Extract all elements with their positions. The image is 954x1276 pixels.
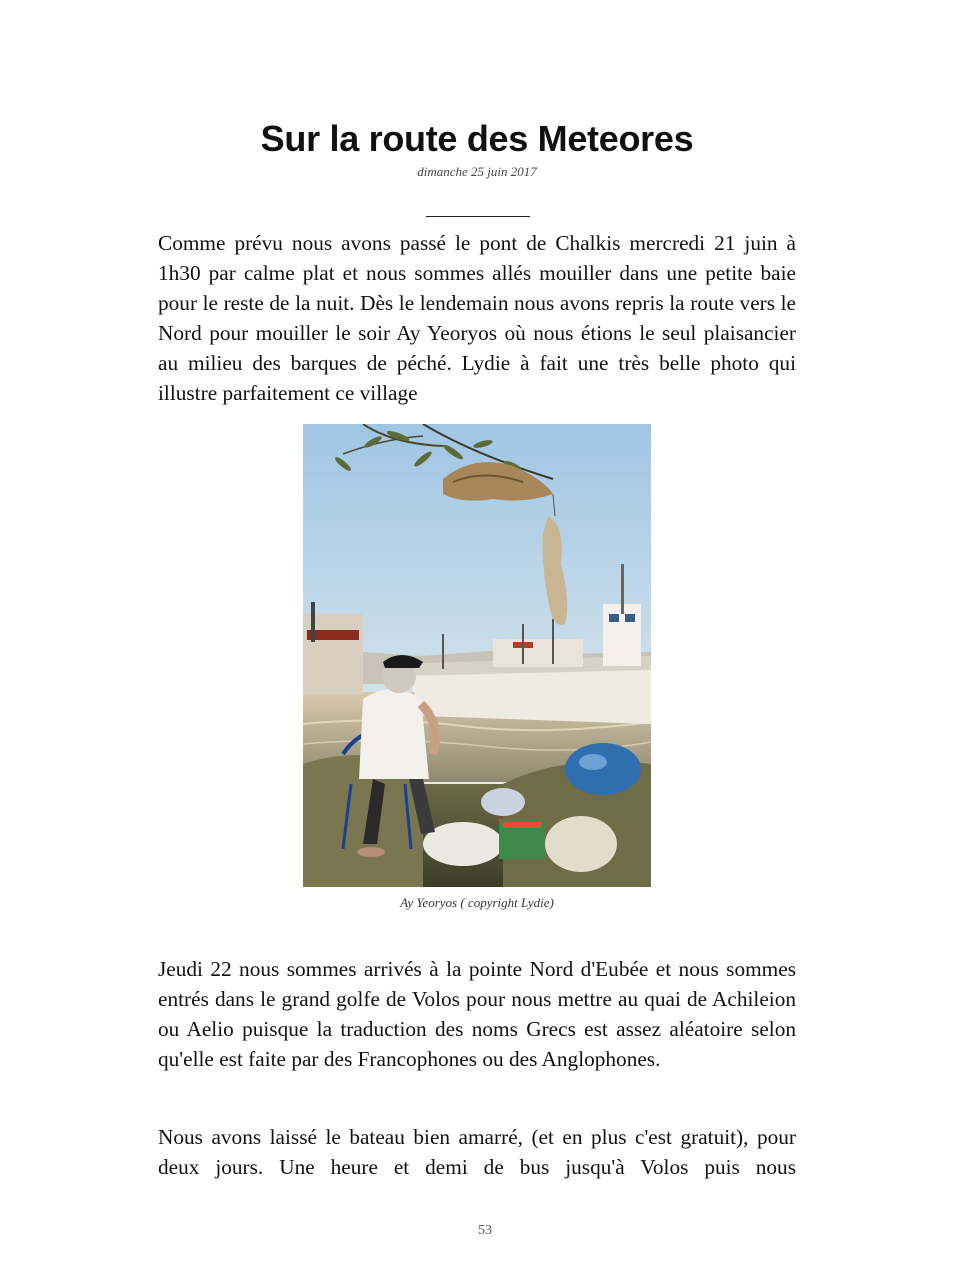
page-number: 53 bbox=[478, 1223, 492, 1238]
post-date: dimanche 25 juin 2017 bbox=[417, 164, 537, 179]
title-divider bbox=[426, 216, 530, 217]
paragraph-3: Nous avons laissé le bateau bien amarré, (et en plus c'est gratuit), pour deux jours. Une heure et demi de bus jusqu'à Volos puis nous bbox=[158, 1125, 796, 1179]
paragraph-1: Comme prévu nous avons passé le pont de Chalkis mercredi 21 juin à 1h30 par calme plat et nous sommes allés mouiller dans une petite baie pour le reste de la nuit. Dès le lendemain nous avons repris la route vers le Nord pour mouiller le soir Ay Yeoryos où nous étions le seul plaisancier au milieu des barques de péché. Lydie à fait une très belle photo qui illustre parfaitement ce village bbox=[158, 231, 796, 405]
paragraph-2: Jeudi 22 nous sommes arrivés à la pointe Nord d'Eubée et nous sommes entrés dans le grand golfe de Volos pour nous mettre au quai de Achileion ou Aelio puisque la traduction des noms Grecs est assez aléatoire selon qu'elle est faite par des Francophones ou des Anglophones. bbox=[158, 957, 796, 1071]
photo-caption: Ay Yeoryos ( copyright Lydie) bbox=[400, 895, 554, 910]
harbor-photo bbox=[303, 424, 651, 887]
page-title: Sur la route des Meteores bbox=[260, 118, 694, 159]
